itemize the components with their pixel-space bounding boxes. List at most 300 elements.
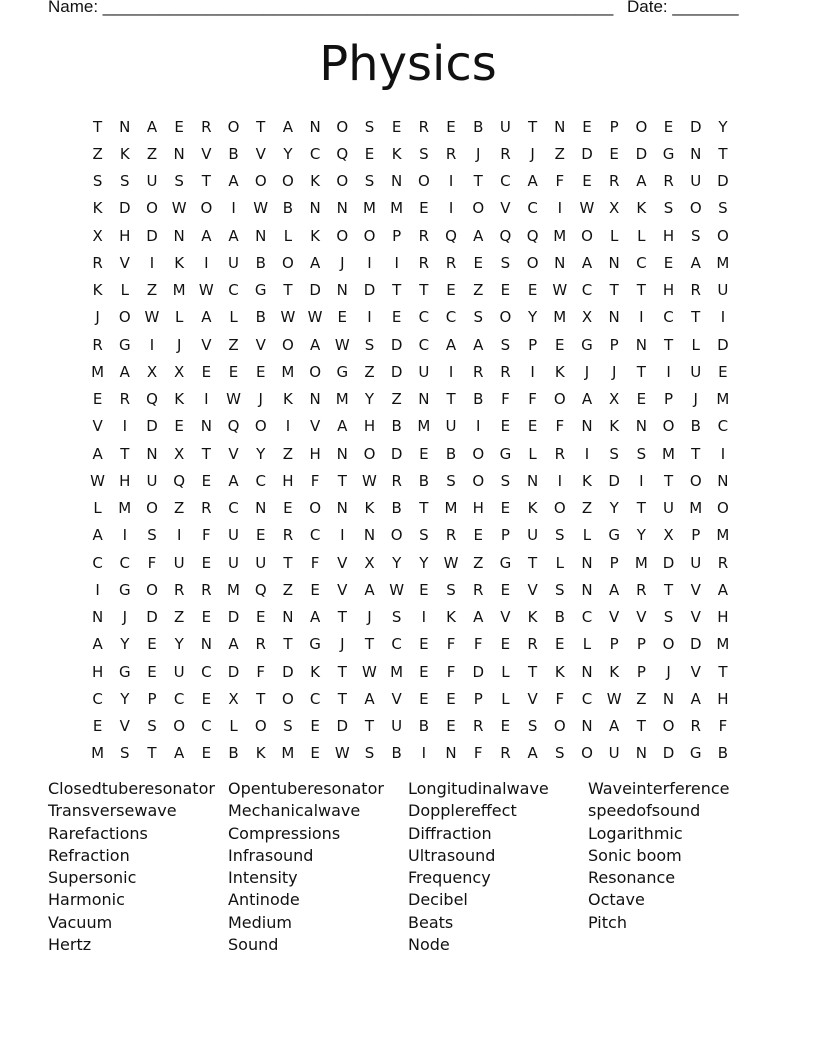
grid-letter: C	[255, 471, 266, 490]
grid-letter: S	[120, 172, 130, 191]
name-field-label: Name: ______________________________________________________	[48, 0, 614, 16]
grid-letter: W	[280, 308, 296, 327]
grid-letter: O	[499, 308, 512, 327]
grid-letter: N	[662, 689, 675, 708]
grid-letter: U	[255, 553, 267, 572]
grid-letter: I	[285, 417, 291, 436]
grid-letter: V	[500, 608, 511, 627]
grid-letter: E	[337, 308, 348, 327]
grid-letter: O	[417, 172, 430, 191]
grid-letter: A	[609, 717, 620, 736]
grid-letter: G	[662, 144, 675, 163]
grid-letter: K	[310, 172, 321, 191]
grid-letter: A	[92, 526, 103, 545]
grid-letter: I	[176, 526, 182, 545]
date-field-label: Date: _______	[627, 0, 739, 16]
grid-letter: E	[310, 744, 320, 763]
grid-letter: B	[255, 308, 266, 327]
grid-row	[84, 685, 737, 712]
grid-letter: A	[636, 172, 647, 191]
grid-letter: E	[92, 390, 103, 409]
grid-letter: T	[636, 362, 646, 381]
grid-row	[84, 304, 737, 331]
grid-letter: L	[501, 689, 510, 708]
word-bank-item: Octave	[588, 890, 645, 910]
word-bank-item: Sound	[228, 935, 279, 955]
grid-letter: T	[663, 471, 674, 490]
grid-letter: M	[91, 744, 105, 763]
grid-letter: F	[555, 689, 565, 708]
grid-letter: F	[256, 662, 266, 681]
grid-letter: O	[363, 444, 376, 463]
grid-letter: I	[340, 526, 345, 545]
word-bank-item: Ultrasound	[408, 845, 496, 865]
grid-letter: A	[364, 580, 375, 599]
grid-letter: E	[500, 580, 511, 599]
grid-letter: T	[201, 444, 211, 463]
grid-letter: O	[336, 117, 349, 136]
word-search-grid	[84, 113, 737, 767]
grid-letter: E	[419, 662, 429, 681]
grid-letter: O	[689, 199, 702, 218]
grid-letter: E	[446, 281, 456, 300]
grid-letter: F	[528, 390, 537, 409]
grid-letter: A	[92, 635, 103, 654]
grid-letter: H	[309, 444, 321, 463]
grid-letter: S	[690, 226, 701, 245]
grid-letter: W	[389, 580, 405, 599]
grid-letter: D	[662, 553, 675, 572]
grid-letter: E	[364, 144, 375, 163]
grid-row	[84, 413, 737, 440]
grid-letter: S	[446, 580, 456, 599]
grid-letter: W	[606, 689, 622, 708]
grid-letter: Y	[528, 308, 538, 327]
grid-letter: C	[418, 335, 430, 354]
grid-letter: T	[419, 499, 429, 518]
grid-letter: V	[92, 417, 103, 436]
grid-letter: F	[446, 635, 456, 654]
grid-letter: H	[717, 689, 729, 708]
grid-letter: T	[147, 744, 157, 763]
grid-letter: N	[173, 144, 185, 163]
word-bank-item: Transversewave	[48, 801, 177, 821]
grid-letter: R	[255, 635, 266, 654]
grid-letter: I	[95, 580, 100, 599]
grid-letter: S	[555, 744, 565, 763]
grid-letter: O	[717, 226, 729, 245]
grid-letter: O	[146, 199, 158, 218]
grid-letter: I	[204, 253, 209, 272]
grid-letter: E	[391, 117, 402, 136]
grid-letter: D	[146, 226, 158, 245]
grid-letter: L	[582, 635, 592, 654]
grid-row	[84, 658, 737, 685]
grid-letter: O	[390, 526, 403, 545]
grid-letter: W	[226, 390, 241, 409]
grid-letter: M	[335, 390, 349, 409]
grid-letter: A	[337, 417, 348, 436]
grid-letter: O	[553, 390, 566, 409]
grid-letter: W	[90, 471, 106, 490]
grid-letter: S	[555, 580, 565, 599]
grid-letter: T	[364, 635, 375, 654]
grid-letter: X	[609, 199, 620, 218]
grid-letter: I	[476, 417, 481, 436]
grid-letter: H	[119, 226, 131, 245]
grid-letter: J	[476, 144, 481, 163]
grid-letter: B	[690, 417, 701, 436]
grid-letter: Q	[254, 580, 267, 599]
grid-letter: Y	[174, 635, 184, 654]
grid-letter: W	[171, 199, 187, 218]
grid-letter: J	[666, 662, 671, 681]
grid-letter: R	[473, 717, 484, 736]
grid-letter: D	[363, 281, 376, 300]
grid-letter: D	[146, 417, 158, 436]
grid-letter: P	[636, 662, 646, 681]
grid-letter: L	[528, 444, 537, 463]
grid-letter: F	[718, 717, 728, 736]
grid-letter: O	[254, 717, 267, 736]
grid-letter: R	[445, 253, 457, 272]
grid-letter: R	[690, 281, 701, 300]
grid-letter: O	[472, 199, 485, 218]
grid-letter: S	[364, 335, 375, 354]
grid-letter: E	[201, 608, 212, 627]
grid-letter: T	[636, 499, 646, 518]
grid-letter: R	[690, 717, 701, 736]
grid-letter: U	[499, 117, 511, 136]
grid-letter: S	[555, 526, 565, 545]
grid-letter: A	[473, 335, 484, 354]
grid-letter: U	[608, 744, 620, 763]
grid-letter: I	[448, 199, 454, 218]
grid-letter: N	[418, 390, 430, 409]
grid-letter: N	[173, 226, 185, 245]
grid-letter: I	[557, 199, 562, 218]
grid-letter: K	[174, 390, 185, 409]
grid-letter: J	[530, 144, 535, 163]
grid-letter: T	[337, 471, 347, 490]
grid-letter: K	[282, 390, 293, 409]
grid-letter: O	[254, 417, 267, 436]
grid-letter: C	[309, 689, 321, 708]
grid-letter: N	[608, 308, 620, 327]
grid-letter: K	[527, 499, 538, 518]
grid-letter: T	[718, 662, 728, 681]
grid-letter: E	[636, 390, 647, 409]
grid-row	[84, 549, 737, 576]
word-bank	[48, 778, 768, 956]
grid-letter: J	[122, 608, 127, 627]
grid-letter: E	[174, 117, 184, 136]
grid-letter: M	[716, 390, 730, 409]
grid-letter: E	[255, 362, 266, 381]
grid-letter: O	[118, 308, 131, 327]
grid-letter: E	[201, 553, 212, 572]
grid-letter: A	[309, 335, 321, 354]
grid-letter: E	[147, 635, 157, 654]
grid-letter: Y	[364, 390, 375, 409]
grid-letter: R	[92, 335, 103, 354]
grid-letter: A	[364, 689, 375, 708]
grid-letter: K	[119, 144, 130, 163]
grid-letter: V	[255, 144, 266, 163]
word-bank-item: Medium	[228, 912, 292, 932]
grid-letter: U	[228, 553, 240, 572]
page-title: Physics	[319, 36, 497, 92]
grid-letter: E	[473, 526, 483, 545]
grid-letter: S	[174, 172, 184, 191]
grid-row	[84, 358, 737, 385]
grid-letter: C	[173, 689, 185, 708]
grid-letter: H	[119, 471, 131, 490]
grid-letter: P	[609, 553, 619, 572]
grid-letter: X	[609, 390, 620, 409]
grid-letter: E	[609, 144, 619, 163]
grid-letter: E	[391, 308, 402, 327]
grid-letter: A	[309, 253, 321, 272]
grid-letter: F	[202, 526, 211, 545]
grid-letter: D	[635, 144, 648, 163]
grid-row	[84, 386, 737, 413]
grid-letter: O	[282, 335, 294, 354]
grid-letter: U	[173, 553, 185, 572]
grid-letter: O	[282, 253, 294, 272]
grid-letter: S	[663, 199, 674, 218]
grid-letter: C	[717, 417, 729, 436]
grid-letter: F	[473, 744, 483, 763]
grid-letter: T	[718, 144, 728, 163]
word-bank-item: Compressions	[228, 823, 341, 843]
word-bank-item: Closedtuberesonator	[48, 779, 215, 798]
grid-letter: U	[717, 281, 729, 300]
grid-letter: N	[554, 253, 566, 272]
grid-letter: I	[421, 608, 427, 627]
grid-letter: E	[555, 335, 565, 354]
grid-row	[84, 522, 737, 549]
grid-letter: E	[555, 635, 565, 654]
grid-letter: T	[419, 281, 429, 300]
grid-letter: V	[500, 199, 511, 218]
grid-letter: E	[201, 471, 212, 490]
grid-letter: K	[391, 144, 402, 163]
grid-letter: J	[95, 308, 100, 327]
grid-letter: C	[445, 308, 457, 327]
grid-letter: C	[418, 308, 430, 327]
grid-letter: S	[92, 172, 103, 191]
grid-letter: T	[364, 717, 375, 736]
grid-letter: O	[581, 744, 593, 763]
grid-letter: R	[282, 526, 294, 545]
grid-letter: W	[579, 199, 595, 218]
grid-letter: V	[527, 689, 538, 708]
grid-letter: N	[554, 117, 566, 136]
grid-letter: E	[310, 717, 320, 736]
grid-letter: Z	[174, 608, 185, 627]
grid-letter: E	[500, 281, 511, 300]
grid-letter: I	[720, 444, 726, 463]
grid-letter: A	[228, 226, 239, 245]
grid-letter: Y	[419, 553, 429, 572]
grid-letter: L	[637, 226, 646, 245]
grid-letter: A	[717, 580, 729, 599]
grid-letter: F	[310, 471, 320, 490]
grid-letter: I	[367, 253, 372, 272]
grid-letter: L	[555, 553, 564, 572]
grid-letter: E	[419, 444, 429, 463]
grid-letter: V	[690, 662, 701, 681]
grid-letter: B	[473, 117, 484, 136]
grid-letter: X	[364, 553, 375, 572]
grid-letter: E	[446, 717, 456, 736]
grid-letter: D	[689, 635, 702, 654]
grid-letter: T	[636, 717, 646, 736]
grid-letter: T	[528, 117, 538, 136]
grid-letter: P	[500, 526, 510, 545]
grid-letter: E	[201, 744, 212, 763]
grid-letter: N	[581, 662, 593, 681]
grid-letter: N	[526, 471, 539, 490]
word-bank-item: Hertz	[48, 935, 92, 955]
grid-letter: V	[228, 444, 239, 463]
grid-letter: Y	[609, 499, 619, 518]
grid-letter: H	[662, 281, 675, 300]
grid-letter: I	[149, 253, 155, 272]
grid-letter: R	[554, 444, 565, 463]
grid-letter: T	[120, 444, 130, 463]
grid-letter: L	[501, 662, 510, 681]
grid-letter: I	[231, 199, 236, 218]
grid-letter: E	[446, 117, 456, 136]
grid-letter: Z	[228, 335, 239, 354]
grid-letter: N	[635, 744, 647, 763]
grid-letter: K	[446, 608, 456, 627]
grid-letter: F	[555, 417, 565, 436]
grid-letter: E	[228, 362, 239, 381]
grid-letter: L	[609, 226, 619, 245]
grid-letter: S	[500, 253, 511, 272]
grid-letter: A	[581, 253, 593, 272]
grid-letter: R	[663, 172, 674, 191]
grid-letter: N	[690, 144, 702, 163]
word-bank-item: Infrasound	[228, 845, 314, 865]
grid-letter: S	[419, 144, 429, 163]
word-bank-item: Mechanicalwave	[228, 801, 361, 821]
grid-letter: Z	[473, 553, 484, 572]
grid-letter: T	[337, 662, 347, 681]
grid-letter: E	[92, 717, 103, 736]
grid-letter: J	[367, 608, 372, 627]
grid-letter: A	[309, 608, 321, 627]
grid-letter: T	[337, 689, 347, 708]
grid-letter: K	[554, 362, 565, 381]
grid-letter: D	[390, 444, 403, 463]
grid-letter: I	[557, 471, 562, 490]
grid-letter: P	[528, 335, 538, 354]
grid-letter: S	[147, 717, 157, 736]
grid-letter: I	[421, 744, 427, 763]
grid-letter: D	[608, 471, 620, 490]
grid-letter: A	[609, 580, 620, 599]
grid-letter: O	[200, 199, 213, 218]
grid-letter: W	[334, 335, 350, 354]
grid-letter: H	[472, 499, 484, 518]
grid-letter: L	[283, 226, 293, 245]
grid-letter: Z	[636, 689, 647, 708]
grid-letter: D	[336, 717, 349, 736]
grid-letter: M	[281, 362, 295, 381]
grid-letter: T	[663, 580, 674, 599]
grid-letter: X	[663, 526, 674, 545]
grid-letter: A	[473, 226, 484, 245]
grid-letter: L	[174, 308, 184, 327]
grid-letter: E	[527, 281, 538, 300]
grid-letter: V	[609, 608, 620, 627]
grid-letter: Z	[282, 444, 294, 463]
grid-letter: O	[282, 689, 294, 708]
grid-letter: E	[718, 362, 728, 381]
grid-letter: T	[283, 635, 293, 654]
grid-letter: X	[174, 362, 185, 381]
grid-letter: B	[418, 471, 429, 490]
grid-letter: K	[364, 499, 375, 518]
grid-letter: Z	[554, 144, 565, 163]
word-bank-item: Rarefactions	[48, 823, 148, 843]
grid-letter: T	[256, 689, 266, 708]
grid-letter: T	[392, 281, 402, 300]
grid-letter: B	[228, 744, 239, 763]
grid-letter: P	[392, 226, 402, 245]
grid-letter: M	[172, 281, 186, 300]
grid-row	[84, 631, 737, 658]
grid-letter: Z	[282, 580, 294, 599]
grid-letter: R	[500, 144, 511, 163]
grid-letter: Q	[227, 417, 240, 436]
grid-letter: I	[149, 335, 155, 354]
grid-letter: T	[446, 390, 456, 409]
word-bank-item: Intensity	[228, 868, 298, 888]
grid-letter: H	[717, 608, 729, 627]
grid-letter: K	[582, 471, 592, 490]
grid-letter: F	[555, 172, 565, 191]
grid-letter: B	[391, 744, 402, 763]
grid-letter: U	[146, 471, 158, 490]
grid-letter: R	[527, 635, 538, 654]
grid-letter: G	[499, 553, 512, 572]
grid-letter: S	[283, 717, 293, 736]
grid-letter: N	[91, 608, 104, 627]
grid-letter: W	[144, 308, 160, 327]
grid-letter: Q	[146, 390, 158, 409]
grid-row	[84, 331, 737, 358]
grid-letter: D	[309, 281, 321, 300]
grid-letter: E	[255, 526, 266, 545]
word-bank-item: Dopplereffect	[408, 801, 517, 821]
grid-letter: T	[93, 117, 103, 136]
grid-letter: W	[362, 471, 377, 490]
grid-letter: I	[584, 444, 590, 463]
grid-letter: M	[553, 226, 567, 245]
grid-letter: R	[500, 744, 511, 763]
grid-letter: Q	[499, 226, 512, 245]
grid-letter: P	[609, 635, 619, 654]
grid-letter: Q	[336, 144, 349, 163]
word-bank-item: Antinode	[228, 890, 300, 910]
grid-letter: U	[690, 362, 702, 381]
grid-letter: R	[201, 117, 212, 136]
